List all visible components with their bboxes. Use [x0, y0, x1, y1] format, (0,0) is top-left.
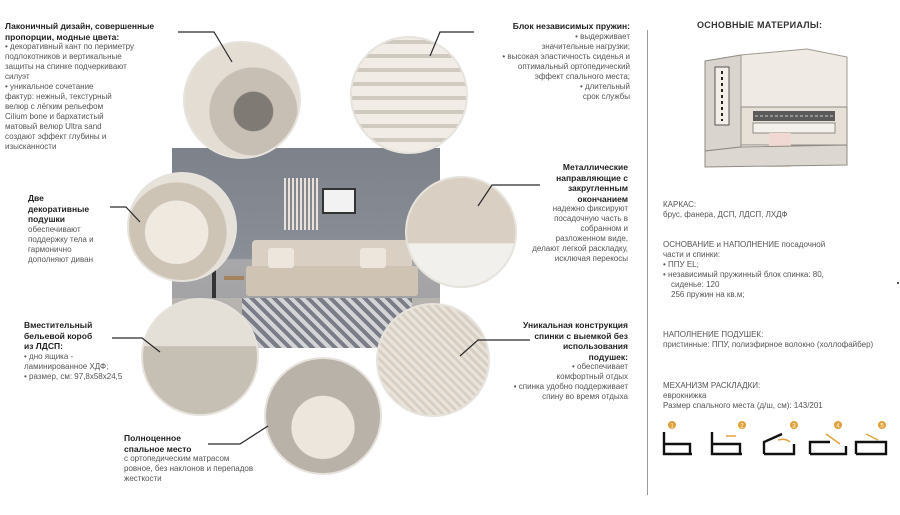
text-line: создают эффект глубины и	[5, 132, 107, 141]
text-line: собранном и	[580, 224, 628, 233]
text-line: велюр с лёгким рельефом	[5, 102, 104, 111]
step-1	[664, 421, 692, 454]
text-line: гармонично	[28, 244, 72, 254]
title-line: Полноценное	[124, 433, 181, 443]
pillow-value: пристинные: ППУ, полиэфирное волокно (холлофайбер)	[663, 340, 874, 349]
text-line: • уникальное сочетание	[5, 82, 94, 91]
title-line: декоративные	[28, 203, 90, 214]
feature-title	[28, 193, 124, 225]
title-line: спальное место	[124, 443, 192, 454]
step-number: 2	[740, 423, 744, 430]
text-line: подлокотников и вертикальные	[5, 52, 122, 61]
step-number: 1	[670, 423, 674, 430]
macrame-wall-art	[284, 178, 320, 230]
step-number: 4	[836, 423, 840, 430]
base-label: ОСНОВАНИЕ и НАПОЛНЕНИЕ посадочной	[663, 240, 826, 249]
step-2	[712, 421, 746, 454]
text-line: • дно ящика -	[24, 351, 74, 361]
text-line: матовый велюр Ultra sand	[5, 122, 102, 131]
title-line: Лаконичный дизайн, совершенные	[5, 21, 155, 31]
sleep-size: Размер спального места (д/ш, см): 143/201	[663, 401, 823, 410]
feature-backrest	[482, 320, 628, 402]
text-line: значительные нагрузки;	[541, 41, 630, 51]
bicycle-poster	[322, 188, 356, 214]
step-5	[856, 421, 886, 454]
feature-title	[482, 320, 628, 362]
mechanism-value: еврокнижка	[663, 391, 707, 400]
title-line: окончанием	[577, 193, 628, 204]
title-line: Уникальная конструкция	[523, 320, 628, 330]
materials-pillows	[663, 330, 891, 350]
sofa-pillow	[360, 248, 386, 268]
title-line: спинки с выемкой без	[534, 330, 628, 341]
text-line: • выдерживает	[575, 31, 630, 41]
text-line: Cilium bone и бархатистый	[5, 112, 104, 121]
text-line: силуэт	[5, 72, 30, 81]
title-line: пропорции, модные цвета:	[5, 31, 120, 42]
title-line: закругленным	[567, 183, 628, 193]
detail-photo-pillows	[127, 172, 237, 282]
materials-base	[663, 240, 891, 300]
text-line: • обеспечивает	[571, 362, 628, 371]
materials-mechanism	[663, 381, 891, 411]
mechanism-label: МЕХАНИЗМ РАСКЛАДКИ:	[663, 381, 761, 390]
text-line: исключая перекосы	[554, 254, 628, 263]
step-3	[764, 421, 798, 454]
feature-rails	[508, 162, 628, 264]
text-line: посадочную часть в	[554, 214, 628, 223]
feature-pillows	[28, 193, 124, 265]
feature-title	[5, 21, 183, 42]
detail-photo-springs	[350, 36, 468, 154]
title-line: направляющие с	[556, 172, 628, 183]
text-line: • размер, см: 97,8x58x24,5	[24, 371, 123, 381]
text-line: изысканности	[5, 142, 57, 151]
text-line: эффект спального места;	[534, 71, 630, 81]
stray-dot	[897, 282, 899, 284]
step-4	[810, 421, 846, 454]
base-item: сиденье: 120	[671, 280, 720, 289]
feature-design	[5, 21, 183, 152]
panel-divider	[647, 30, 648, 495]
sofa-pillow	[268, 248, 294, 268]
base-item: • ППУ EL;	[663, 260, 699, 269]
materials-frame	[663, 200, 891, 220]
text-line: • высокая эластичность сиденья и	[502, 51, 630, 61]
detail-photo-rails	[405, 176, 517, 288]
unfolding-steps-diagram	[660, 420, 890, 460]
text-line: надежно фиксируют	[552, 204, 628, 213]
text-line: оптимальный ортопедический	[517, 61, 630, 71]
text-line: • длительный	[579, 81, 630, 91]
feature-springs	[474, 21, 630, 102]
feature-title	[124, 433, 274, 454]
text-line: поддержку тела и	[28, 234, 94, 244]
frame-value: брус, фанера, ДСП, ЛДСП, ЛХДФ	[663, 210, 788, 219]
text-line: обеспечивают	[28, 224, 81, 234]
title-line: Вместительный	[24, 320, 93, 330]
sofa-seat	[246, 266, 418, 296]
text-line: дополняют диван	[28, 254, 94, 264]
step-number: 5	[880, 423, 884, 430]
step-number: 3	[792, 423, 796, 430]
text-line: срок службы	[582, 91, 630, 101]
pillow-label: НАПОЛНЕНИЕ ПОДУШЕК:	[663, 330, 764, 339]
base-label: части и спинки:	[663, 250, 721, 259]
title-line: подушки	[28, 214, 66, 224]
text-line: делают легкой раскладку,	[532, 244, 628, 253]
title-line: Металлические	[562, 162, 628, 172]
base-item: 256 пружин на кв.м;	[671, 290, 745, 299]
text-line: с ортопедическим матрасом	[124, 454, 230, 463]
frame-label: КАРКАС:	[663, 200, 697, 209]
materials-title: ОСНОВНЫЕ МАТЕРИАЛЫ:	[697, 20, 823, 30]
title-line: Две	[28, 193, 44, 203]
detail-photo-storage-box	[141, 298, 259, 416]
text-line: фактур: нежный, текстурный	[5, 92, 112, 101]
detail-photo-sleeping-place	[264, 357, 382, 475]
feature-title: Блок независимых пружин:	[512, 21, 630, 31]
text-line: ламинированное ХДФ;	[24, 361, 109, 371]
feature-sleeping-place	[124, 433, 274, 484]
title-line: из ЛДСП:	[24, 341, 63, 351]
text-line: комфортный отдых	[556, 372, 628, 381]
text-line: ровное, без наклонов и перепадов	[124, 464, 254, 473]
feature-title	[508, 162, 628, 204]
base-item: • независимый пружинный блок спинка: 80,	[663, 270, 824, 279]
feature-storage-box	[24, 320, 148, 382]
side-table	[224, 276, 244, 280]
text-line: • декоративный кант по периметру	[5, 42, 134, 51]
text-line: разложенном виде,	[555, 234, 628, 243]
sofa-cross-section-illustration	[697, 47, 852, 175]
detail-photo-design	[183, 41, 301, 159]
title-line: использования	[562, 341, 628, 351]
detail-photo-backrest	[376, 303, 490, 417]
feature-title	[24, 320, 148, 352]
text-line: • спинка удобно поддерживает	[513, 382, 628, 391]
title-line: бельевой короб	[24, 330, 93, 341]
title-line: подушек:	[588, 351, 628, 362]
text-line: защиты на спинке подчеркивают	[5, 62, 127, 71]
text-line: жесткости	[124, 474, 162, 483]
text-line: спину во время отдыха	[542, 392, 628, 401]
